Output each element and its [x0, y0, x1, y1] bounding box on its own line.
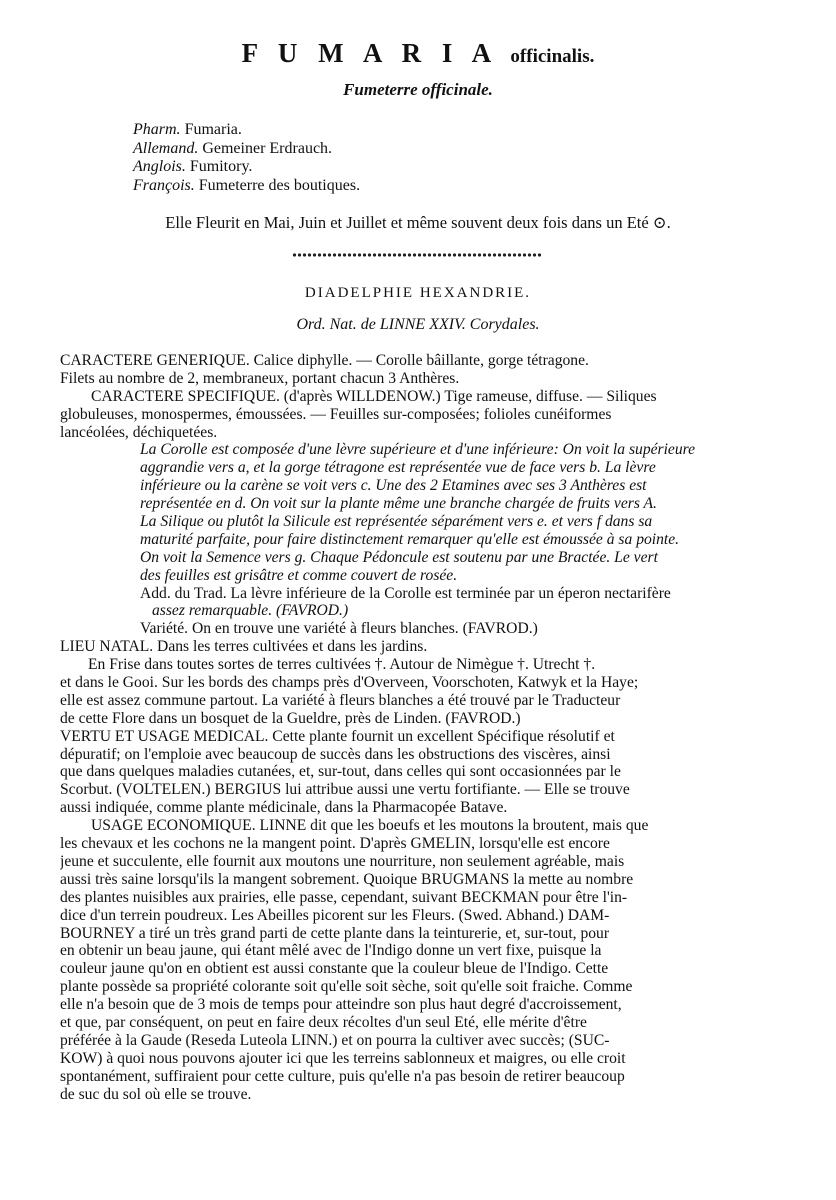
text-line: CARACTERE SPECIFIQUE. (d'après WILLDENOW.) Tige rameuse, diffuse. — Siliques — [91, 387, 657, 405]
text-line: elle n'a besoin que de 3 mois de temps pour atteindre son plus haut degré d'accroissement, — [60, 996, 622, 1014]
text-line: dépuratif; on l'emploie avec beaucoup de succès dans les obstructions des viscères, ainsi — [60, 745, 611, 763]
text-line: de suc du sol où elle se trouve. — [60, 1085, 252, 1103]
natural-order: Ord. Nat. de LINNE XXIV. Corydales. — [296, 316, 540, 333]
ornament-divider — [292, 252, 542, 258]
text-line: inférieure ou la carène se voit vers c. Une des 2 Etamines avec ses 3 Anthères est — [140, 477, 647, 495]
text-line: Scorbut. (VOLTELEN.) BERGIUS lui attribue aussi une vertu fortifiante. — Elle se trouve — [60, 781, 630, 799]
name-row: Allemand. Gemeiner Erdrauch. — [133, 139, 333, 157]
text-line: spontanément, suffiraient pour cette culture, puis qu'elle n'a pas besoin de retirer beaucoup — [60, 1067, 625, 1085]
text-line: préférée à la Gaude (Reseda Luteola LINN.) et on pourra la cultiver avec succès; (SUC- — [60, 1031, 610, 1049]
text-line: que dans quelques maladies cutanées, et, sur-tout, dans celles qui sont occasionnées par le — [60, 763, 621, 781]
flowering-period: Elle Fleurit en Mai, Juin et Juillet et même souvent deux fois dans un Eté ⊙. — [165, 213, 671, 232]
text-line: et que, par conséquent, on peut en faire deux récoltes d'un seul Eté, elle mérite d'être — [60, 1013, 587, 1031]
text-line: aggrandie vers a, et la gorge tétragone est représentée vue de face vers b. La lèvre — [140, 459, 656, 477]
french-name: Fumeterre officinale. — [343, 80, 493, 99]
name-row: Pharm. Fumaria. — [133, 121, 242, 138]
text-line: représentée en d. On voit sur la plante même une branche chargée de fruits vers A. — [140, 495, 657, 513]
text-line: les chevaux et les cochons ne la mangent point. D'après GMELIN, lorsqu'elle est encore — [60, 835, 610, 853]
text-line: USAGE ECONOMIQUE. LINNE dit que les boeufs et les moutons la broutent, mais que — [91, 817, 649, 835]
name-row: François. Fumeterre des boutiques. — [133, 176, 361, 194]
text-line: jeune et succulente, elle fournit aux moutons une nourriture, non seulement agréable, mais — [60, 852, 625, 870]
text-line: CARACTERE GENERIQUE. Calice diphylle. — Corolle bâillante, gorge tétragone. — [60, 352, 589, 369]
text-line: elle est assez commune partout. La variété à fleurs blanches a été trouvé par le Traducteur — [60, 691, 621, 709]
text-line: aussi très saine lorsqu'ils la mangent sobrement. Quoique BRUGMANS la mette au nombre — [60, 870, 634, 888]
text-line: en obtenir un beau jaune, qui étant mêlé avec de l'Indigo donne un vert fixe, puisque la — [60, 942, 602, 960]
text-line: lancéolées, déchiquetées. — [60, 423, 218, 441]
text-line: des plantes nuisibles aux prairies, elle passe, cependant, suivant BECKMAN pour être l'in- — [60, 888, 628, 906]
species-name: officinalis. — [510, 46, 595, 67]
name-row: Anglois. Fumitory. — [133, 158, 253, 175]
text-line: Variété. On en trouve une variété à fleurs blanches. (FAVROD.) — [140, 620, 538, 638]
text-line: de cette Flore dans un bosquet de la Gueldre, près de Linden. (FAVROD.) — [60, 709, 521, 727]
common-names — [133, 121, 360, 195]
text-line: VERTU ET USAGE MEDICAL. Cette plante fournit un excellent Spécifique résolutif et — [60, 727, 615, 745]
text-line: Filets au nombre de 2, membraneux, portant chacun 3 Anthères. — [60, 369, 460, 387]
text-line: LIEU NATAL. Dans les terres cultivées et dans les jardins. — [60, 638, 428, 656]
description-body — [60, 352, 782, 1103]
classification: DIADELPHIE HEXANDRIE. — [304, 285, 532, 301]
text-line: Add. du Trad. La lèvre inférieure de la Corolle est terminée par un éperon nectarifère — [140, 584, 671, 602]
text-line: dice d'un terrein poudreux. Les Abeilles picorent sur les Fleurs. (Swed. Abhand.) DAM- — [60, 906, 610, 924]
text-line: KOW) à quoi nous pouvons ajouter ici que les terreins sablonneux et maigres, ou elle croit — [60, 1049, 626, 1067]
text-line: La Corolle est composée d'une lèvre supérieure et d'une inférieure: On voit la supérieure — [140, 441, 696, 459]
text-line: aussi indiquée, comme plante médicinale, dans la Pharmacopée Batave. — [60, 799, 508, 817]
text-line: assez remarquable. (FAVROD.) — [152, 602, 349, 620]
page-title — [0, 38, 836, 69]
text-line: et dans le Gooi. Sur les bords des champs près d'Overveen, Voorschoten, Katwyk et la Haye; — [60, 674, 639, 692]
text-line: On voit la Semence vers g. Chaque Pédoncule est soutenu par une Bractée. Le vert — [140, 548, 658, 566]
text-line: plante possède sa propriété colorante soit qu'elle soit sèche, soit qu'elle soit fraiche. Comme — [60, 978, 633, 996]
text-line: maturité parfaite, pour faire distinctement remarquer qu'elle est émoussée à sa pointe. — [140, 530, 680, 548]
text-line: des feuilles est grisâtre et comme couvert de rosée. — [140, 566, 458, 584]
text-line: couleur jaune qu'on en obtient est aussi constante que la couleur bleue de l'Indigo. Cette — [60, 960, 609, 978]
text-line: La Silique ou plutôt la Silicule est représentée séparément vers e. et vers f dans sa — [140, 513, 653, 531]
text-line: BOURNEY a tiré un très grand parti de cette plante dans la teinturerie, et, sur-tout, pour — [60, 924, 610, 942]
text-line: globuleuses, monospermes, émoussées. — Feuilles sur-composées; folioles cunéiformes — [60, 405, 612, 423]
genus-name: F U M A R I A — [241, 38, 497, 68]
text-line: En Frise dans toutes sortes de terres cultivées †. Autour de Nimègue †. Utrecht †. — [88, 656, 596, 674]
